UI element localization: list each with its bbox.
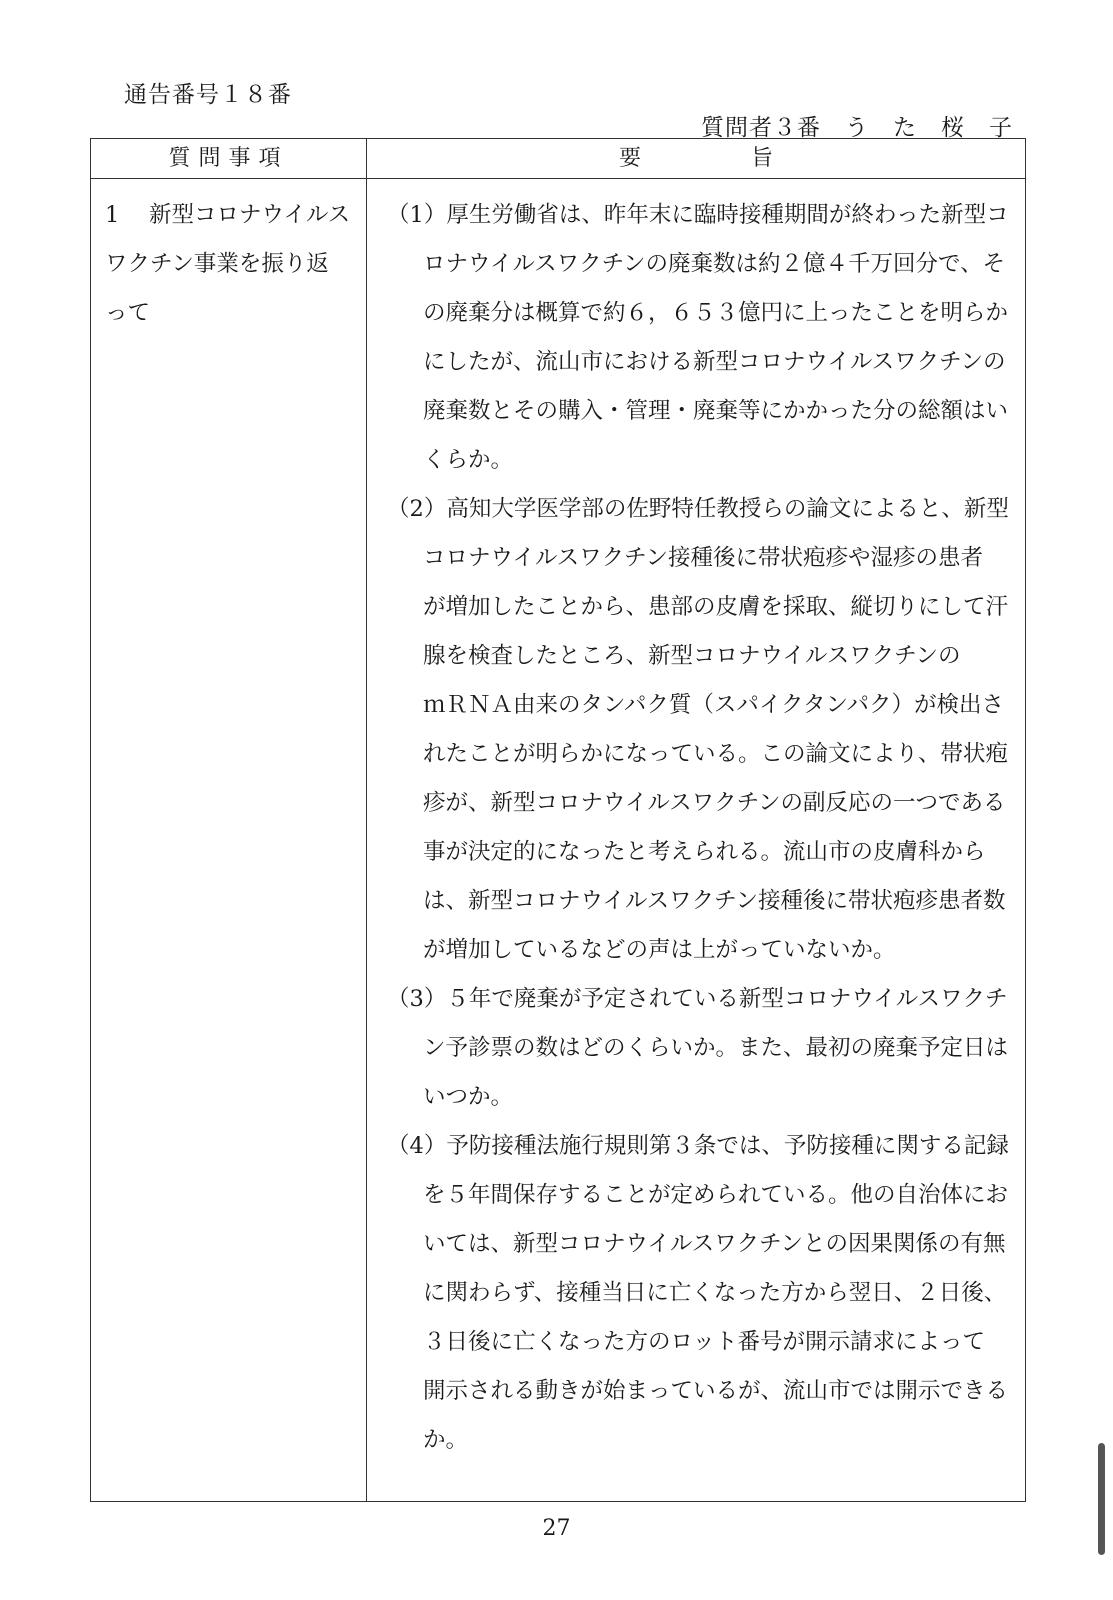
gist-line: ３日後に亡くなった方のロット番号が開示請求によって: [423, 1329, 986, 1355]
gist-line: ロナウイルスワクチンの廃棄数は約２億４千万回分で、そ: [423, 251, 1006, 277]
scrollbar[interactable]: [1098, 1443, 1105, 1555]
gist-line: が増加したことから、患部の皮膚を採取、縦切りにして汗: [423, 594, 1009, 620]
gist-line: か。: [423, 1427, 469, 1453]
column-divider: [366, 139, 367, 1501]
gist-line: ｍＲＮＡ由来のタンパク質（スパイクタンパク）が検出さ: [423, 692, 1004, 718]
question-item-number: 1: [105, 202, 120, 228]
gist-line: の廃棄分は概算で約６，６５３億円に上ったことを明らか: [423, 300, 1009, 326]
gist-line: にしたが、流山市における新型コロナウイルスワクチンの: [423, 349, 1006, 375]
page-number: 27: [542, 1516, 571, 1541]
gist-line: コロナウイルスワクチン接種後に帯状疱疹や湿疹の患者: [423, 545, 984, 571]
gist-line: ン予診票の数はどのくらいか。また、最初の廃棄予定日は: [423, 1035, 1009, 1061]
gist-line: は、新型コロナウイルスワクチン接種後に帯状疱疹患者数: [423, 888, 1006, 914]
question-item-cell: [105, 191, 357, 338]
gist-line: （3）５年で廃棄が予定されている新型コロナウイルスワクチ: [387, 986, 1008, 1012]
gist-line: 事が決定的になったと考えられる。流山市の皮膚科から: [423, 839, 986, 865]
column-header-question-item: 質問事項: [168, 146, 289, 171]
gist-line: を５年間保存することが定められている。他の自治体にお: [423, 1182, 1009, 1208]
gist-line: 疹が、新型コロナウイルスワクチンの副反応の一つである: [423, 790, 1006, 816]
gist-line: いては、新型コロナウイルスワクチンとの因果関係の有無: [423, 1231, 1006, 1257]
question-table: [90, 138, 1026, 1502]
question-item-line: ワクチン事業を振り返: [105, 251, 329, 277]
gist-line: れたことが明らかになっている。この論文により、帯状疱: [423, 741, 1009, 767]
gist-line: が増加しているなどの声は上がっていないか。: [423, 937, 896, 963]
gist-line: 腺を検査したところ、新型コロナウイルスワクチンの: [423, 643, 961, 669]
gist-line: 廃棄数とその購入・管理・廃棄等にかかった分の総額はい: [423, 398, 1009, 424]
gist-line: に関わらず、接種当日に亡くなった方から翌日、２日後、: [423, 1280, 1007, 1306]
gist-line: くらか。: [423, 447, 514, 473]
column-header-gist: 要 旨: [618, 146, 773, 171]
gist-line: （1）厚生労働省は、昨年末に臨時接種期間が終わった新型コ: [387, 202, 1009, 228]
gist-line: （4）予防接種法施行規則第３条では、予防接種に関する記録: [387, 1133, 1009, 1159]
question-item-line: って: [105, 300, 151, 326]
gist-line: 開示される動きが始まっているが、流山市では開示できる: [423, 1378, 1009, 1404]
question-item-title-part: 新型コロナウイルス: [149, 202, 351, 228]
gist-line: （2）高知大学医学部の佐野特任教授らの論文によると、新型: [387, 496, 1009, 522]
notice-number: 通告番号１８番: [124, 82, 292, 108]
question-item-line: [105, 191, 357, 240]
gist-cell: [387, 191, 1007, 1465]
questioner-name: 質問者３番 う た 桜 子: [701, 115, 1013, 141]
table-header-row: [91, 139, 1025, 179]
gist-line: いつか。: [423, 1084, 514, 1110]
